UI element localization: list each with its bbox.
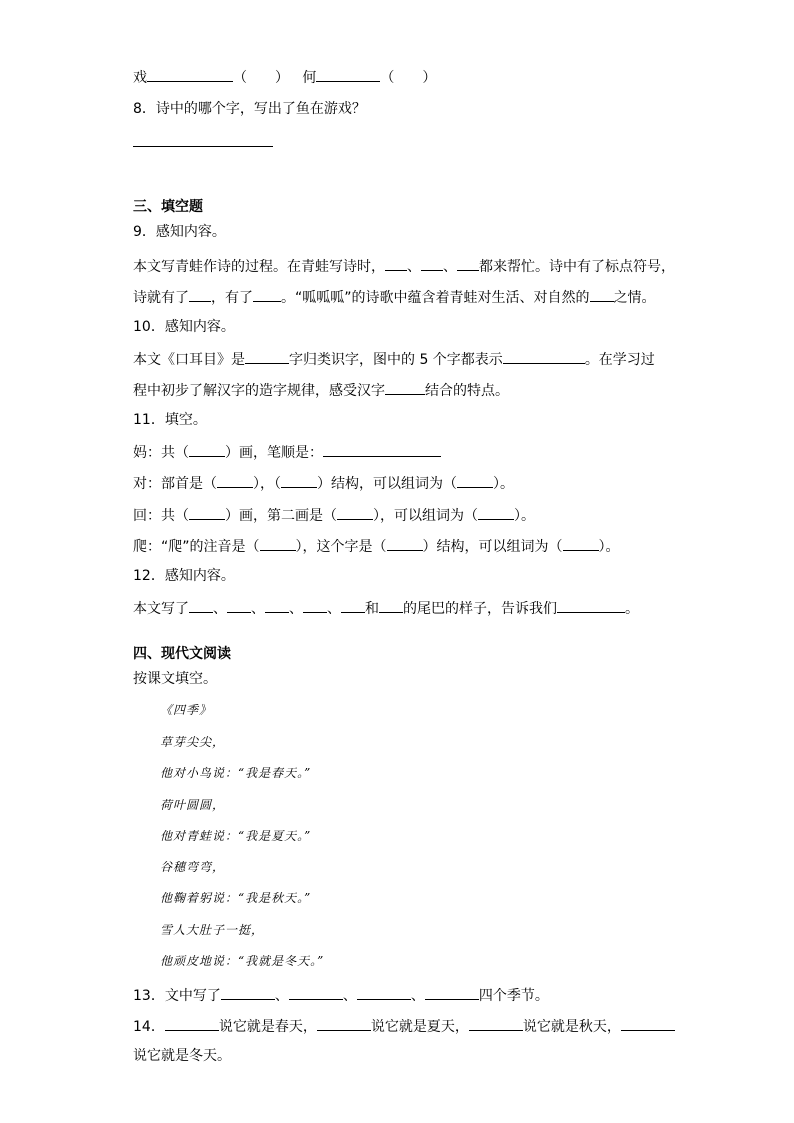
poem-line: 他对青蛙说：“我是夏天。” xyxy=(160,829,312,843)
blank[interactable] xyxy=(421,256,443,271)
blank[interactable] xyxy=(590,287,614,302)
poem-line: 他鞠着躬说：“我是秋天。” xyxy=(160,891,312,905)
question-9-line-1: 本文写青蛙作诗的过程。在青蛙写诗时， 、 、 都来帮忙。诗中有了标点符号， xyxy=(133,256,675,276)
blank[interactable] xyxy=(425,985,479,1000)
question-10-line-2: 程中初步了解汉字的造字规律，感受汉字 结合的特点。 xyxy=(133,380,509,400)
blank[interactable] xyxy=(385,256,407,271)
blank[interactable] xyxy=(478,505,514,520)
blank[interactable] xyxy=(469,1016,523,1031)
blank[interactable] xyxy=(245,349,289,364)
blank[interactable] xyxy=(503,349,585,364)
section-4-heading: 四、现代文阅读 xyxy=(133,646,231,662)
blank[interactable] xyxy=(189,505,225,520)
question-10-title: 10．感知内容。 xyxy=(133,319,235,335)
blank[interactable] xyxy=(303,598,327,613)
blank[interactable] xyxy=(341,598,365,613)
question-11-title: 11．填空。 xyxy=(133,412,207,428)
blank[interactable] xyxy=(387,536,423,551)
blank[interactable] xyxy=(289,985,343,1000)
question-13: 13．文中写了 、 、 、 四个季节。 xyxy=(133,985,549,1005)
question-9-line-2: 诗就有了 ，有了 。“呱呱呱”的诗歌中蕴含着青蛙对生活、对自然的 之情。 xyxy=(133,287,656,307)
section-3-heading: 三、填空题 xyxy=(133,199,203,215)
q7-pinyin-line: 戏 （ ） 何 （ ） xyxy=(133,67,436,87)
answer-line-8[interactable] xyxy=(133,146,273,147)
blank[interactable] xyxy=(227,598,251,613)
instruction: 按课文填空。 xyxy=(133,671,217,687)
blank[interactable] xyxy=(260,536,296,551)
blank[interactable] xyxy=(147,67,233,82)
blank[interactable] xyxy=(221,985,275,1000)
blank[interactable] xyxy=(253,287,281,302)
blank[interactable] xyxy=(557,598,625,613)
question-14-line-2: 说它就是冬天。 xyxy=(133,1048,231,1064)
blank[interactable] xyxy=(265,598,289,613)
question-12-title: 12．感知内容。 xyxy=(133,568,235,584)
question-11-line-3: 回：共（ ）画，第二画是（ ），可以组词为（ ）。 xyxy=(133,505,535,525)
question-11-line-1: 妈：共（ ）画，笔顺是： xyxy=(133,442,441,462)
poem-title: 《四季》 xyxy=(160,703,213,717)
blank[interactable] xyxy=(317,1016,371,1031)
blank[interactable] xyxy=(189,287,211,302)
char-he: 何 xyxy=(302,70,317,86)
question-10-line-1: 本文《口耳目》是 字归类识字，图中的 5 个字都表示 。在学习过 xyxy=(133,349,655,369)
blank[interactable] xyxy=(621,1016,675,1031)
question-14-line-1: 14． 说它就是春天， 说它就是夏天， 说它就是秋天， xyxy=(133,1016,675,1036)
question-12-line-1: 本文写了 、 、 、 、 和 的尾巴的样子，告诉我们 。 xyxy=(133,598,639,618)
blank[interactable] xyxy=(316,67,380,82)
blank[interactable] xyxy=(563,536,599,551)
question-11-line-2: 对：部首是（ ），（ ）结构，可以组词为（ ）。 xyxy=(133,473,514,493)
question-11-line-4: 爬：“爬”的注音是（ ），这个字是（ ）结构，可以组词为（ ）。 xyxy=(133,536,620,556)
blank[interactable] xyxy=(385,380,425,395)
blank[interactable] xyxy=(457,256,479,271)
poem-line: 他对小鸟说：“我是春天。” xyxy=(160,766,312,780)
blank[interactable] xyxy=(379,598,403,613)
blank[interactable] xyxy=(189,442,225,457)
blank[interactable] xyxy=(357,985,411,1000)
poem-line: 他顽皮地说：“我就是冬天。” xyxy=(160,954,325,968)
blank[interactable] xyxy=(189,598,213,613)
blank[interactable] xyxy=(337,505,373,520)
blank[interactable] xyxy=(281,473,317,488)
blank[interactable] xyxy=(457,473,493,488)
blank[interactable] xyxy=(323,442,441,457)
char-xi: 戏 xyxy=(133,70,147,86)
poem-line: 谷穗弯弯， xyxy=(160,860,226,874)
question-8: 8．诗中的哪个字，写出了鱼在游戏？ xyxy=(133,101,366,117)
blank[interactable] xyxy=(165,1016,219,1031)
blank[interactable] xyxy=(217,473,253,488)
poem-line: 荷叶圆圆， xyxy=(160,798,226,812)
poem-line: 草芽尖尖， xyxy=(160,735,226,749)
poem-line: 雪人大肚子一挺， xyxy=(160,923,265,937)
question-9-title: 9．感知内容。 xyxy=(133,224,226,240)
